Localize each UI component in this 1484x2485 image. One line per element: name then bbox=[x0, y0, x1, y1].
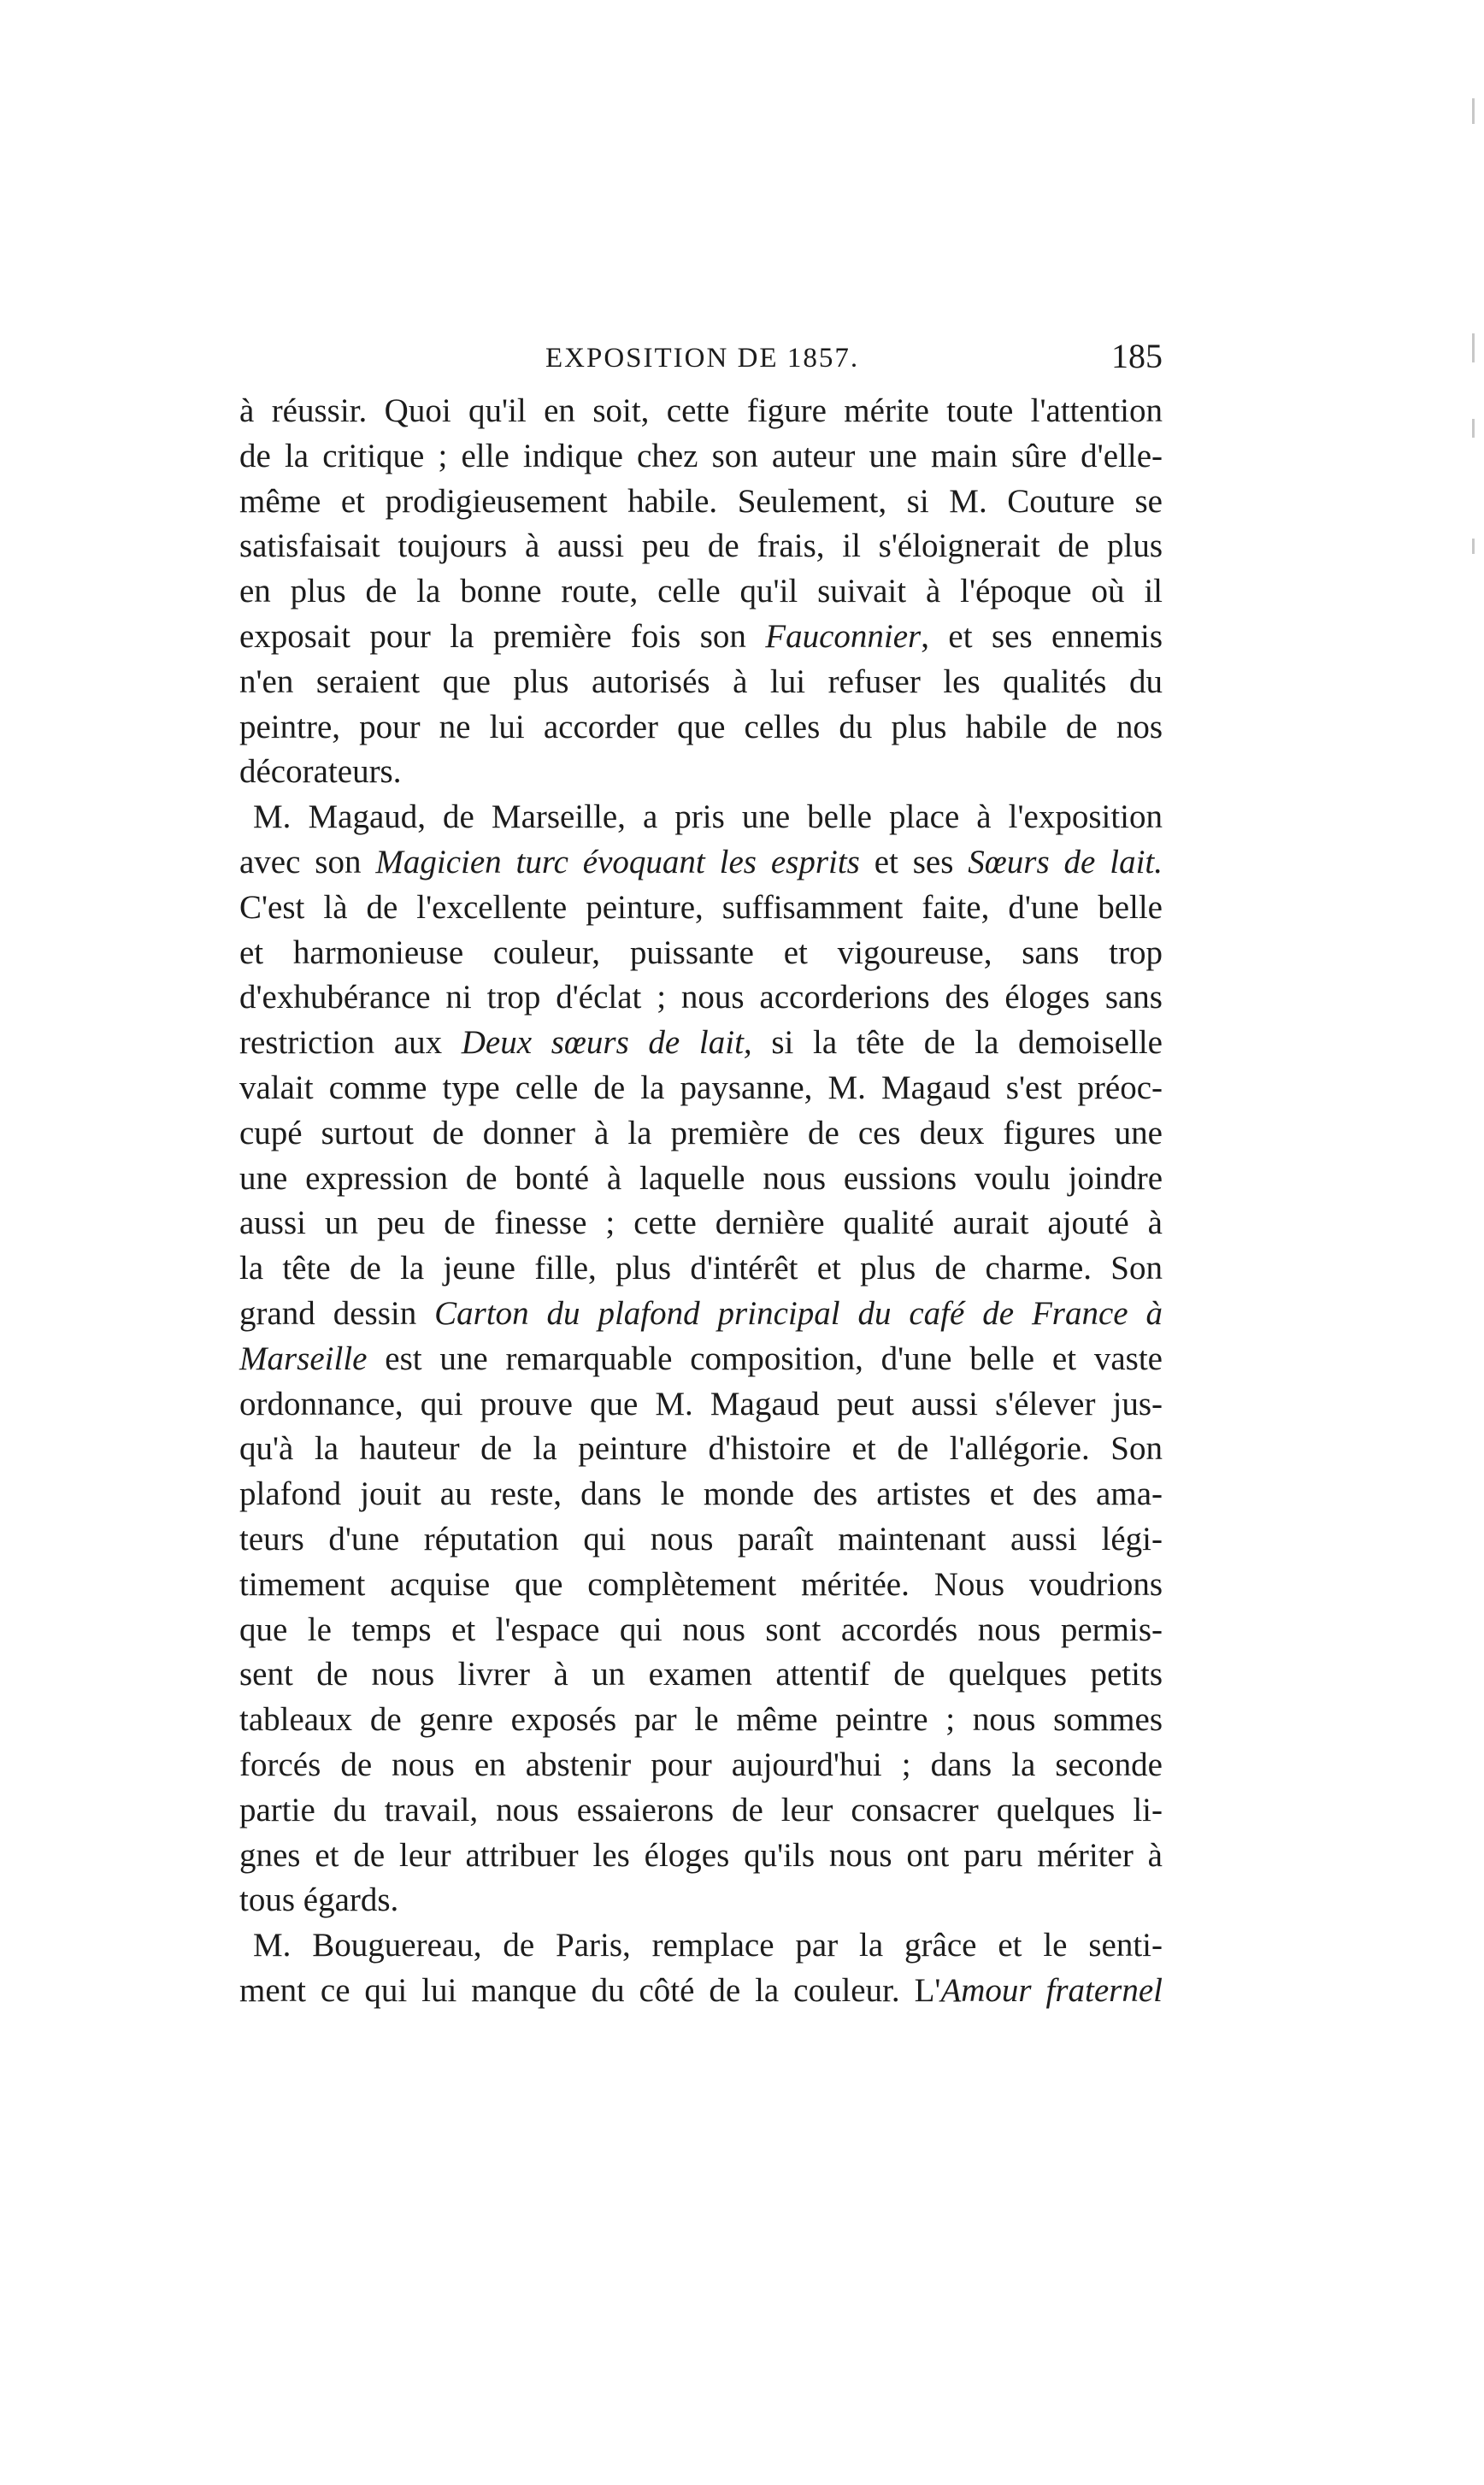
line-text: ordonnance, qui prouve que M. Magaud peut aussi s'élever jus- bbox=[239, 1385, 1163, 1422]
text-line bbox=[239, 1969, 1163, 2014]
line-text: n'en seraient que plus autorisés à lui refuser les qualités du bbox=[239, 662, 1163, 700]
text-line bbox=[239, 1652, 1163, 1698]
scan-edge-mark bbox=[1472, 539, 1475, 554]
line-text: satisfaisait toujours à aussi peu de frais, il s'éloignerait de plus bbox=[239, 527, 1163, 565]
line-text: la tête de la jeune fille, plus d'intérêt et plus de charme. Son bbox=[239, 1250, 1163, 1287]
text-line bbox=[239, 795, 1163, 840]
scan-edge-mark bbox=[1472, 333, 1475, 362]
line-text: grand dessin bbox=[239, 1294, 435, 1332]
line-text: sent de nous livrer à un examen attentif de quelques petits bbox=[239, 1656, 1163, 1693]
line-text: exposait pour la première fois son bbox=[239, 617, 766, 655]
text-line bbox=[239, 1698, 1163, 1743]
text-line bbox=[239, 931, 1163, 976]
text-line bbox=[239, 1563, 1163, 1608]
text-line bbox=[239, 1517, 1163, 1563]
line-text: à réussir. Quoi qu'il en soit, cette figure mérite toute l'attention bbox=[239, 392, 1163, 429]
text-line bbox=[239, 1878, 1163, 1923]
line-text: cupé surtout de donner à la première de ces deux figures une bbox=[239, 1114, 1163, 1151]
text-line bbox=[239, 1788, 1163, 1834]
line-text: qu'à la hauteur de la peinture d'histoire et de l'allégorie. Son bbox=[239, 1430, 1163, 1468]
line-text: M. Magaud, de Marseille, a pris une belle place à l'exposition bbox=[253, 798, 1163, 836]
italic-title-text: Deux sœurs de lait, bbox=[461, 1024, 752, 1062]
running-title: EXPOSITION DE 1857. bbox=[545, 343, 860, 374]
line-text: , et ses ennemis bbox=[921, 617, 1163, 655]
text-line bbox=[239, 660, 1163, 705]
text-line bbox=[239, 1834, 1163, 1879]
line-text: timement acquise que complètement méritée. Nous voudrions bbox=[239, 1565, 1163, 1603]
line-text: et harmonieuse couleur, puissante et vigoureuse, sans trop bbox=[239, 933, 1163, 971]
text-line bbox=[239, 1472, 1163, 1517]
line-text: est une remarquable composition, d'une belle et vaste bbox=[367, 1340, 1163, 1377]
line-text: si la tête de la demoiselle bbox=[751, 1024, 1163, 1062]
text-line bbox=[239, 524, 1163, 569]
line-text: que le temps et l'espace qui nous sont accordés nous permis- bbox=[239, 1611, 1163, 1648]
text-line bbox=[239, 1066, 1163, 1111]
line-text: C'est là de l'excellente peinture, suffisamment faite, d'une belle bbox=[239, 888, 1163, 926]
text-line bbox=[239, 1427, 1163, 1472]
scan-edge-mark bbox=[1472, 98, 1475, 124]
italic-title-text: Carton du plafond principal du café de France à bbox=[434, 1294, 1163, 1332]
line-text: aussi un peu de finesse ; cette dernière qualité aurait ajouté à bbox=[239, 1204, 1163, 1242]
line-text: et ses bbox=[859, 843, 969, 880]
line-text: restriction aux bbox=[239, 1024, 462, 1062]
text-line bbox=[239, 886, 1163, 931]
text-line bbox=[239, 1337, 1163, 1382]
text-line bbox=[239, 1021, 1163, 1066]
line-text: d'exhubérance ni trop d'éclat ; nous accorderions des éloges sans bbox=[239, 979, 1163, 1016]
italic-title-text: Marseille bbox=[239, 1340, 368, 1377]
italic-title-text: Magicien turc évoquant les esprits bbox=[375, 843, 860, 880]
text-line bbox=[239, 840, 1163, 886]
italic-title-text: Amour fraternel bbox=[940, 1971, 1163, 2009]
italic-title-text: Sœurs de lait. bbox=[968, 843, 1163, 880]
running-head bbox=[239, 336, 1163, 380]
line-text: de la critique ; elle indique chez son auteur une main sûre d'elle- bbox=[239, 437, 1163, 474]
text-line bbox=[239, 705, 1163, 751]
line-text: forcés de nous en abstenir pour aujourd'hui ; dans la seconde bbox=[239, 1746, 1163, 1783]
line-text: en plus de la bonne route, celle qu'il suivait à l'époque où il bbox=[239, 573, 1163, 610]
text-line bbox=[239, 569, 1163, 615]
text-line bbox=[239, 975, 1163, 1021]
line-text: tableaux de genre exposés par le même peintre ; nous sommes bbox=[239, 1701, 1163, 1739]
line-text: valait comme type celle de la paysanne, M. Magaud s'est préoc- bbox=[239, 1069, 1163, 1106]
text-line bbox=[239, 1292, 1163, 1337]
line-text: plafond jouit au reste, dans le monde des artistes et des ama- bbox=[239, 1475, 1163, 1513]
text-line bbox=[239, 434, 1163, 480]
body-text bbox=[239, 389, 1163, 2014]
line-text: gnes et de leur attribuer les éloges qu'ils nous ont paru mériter à bbox=[239, 1836, 1163, 1874]
text-line bbox=[239, 1382, 1163, 1428]
text-line bbox=[239, 615, 1163, 660]
line-text: M. Bouguereau, de Paris, remplace par la grâce et le senti- bbox=[253, 1927, 1163, 1964]
text-line bbox=[239, 1743, 1163, 1788]
text-line bbox=[239, 750, 1163, 795]
text-line bbox=[239, 1201, 1163, 1246]
text-line bbox=[239, 1608, 1163, 1653]
line-text: ment ce qui lui manque du côté de la couleur. L' bbox=[239, 1971, 941, 2009]
text-line bbox=[239, 1246, 1163, 1292]
line-text: partie du travail, nous essaierons de leur consacrer quelques li- bbox=[239, 1791, 1163, 1828]
line-text: tous égards. bbox=[239, 1881, 399, 1919]
line-text: peintre, pour ne lui accorder que celles du plus habile de nos bbox=[239, 708, 1163, 745]
italic-title-text: Fauconnier bbox=[765, 617, 922, 655]
text-line bbox=[239, 389, 1163, 434]
page-number: 185 bbox=[1111, 337, 1163, 375]
text-line bbox=[239, 1157, 1163, 1202]
text-line bbox=[239, 1923, 1163, 1969]
text-line bbox=[239, 480, 1163, 525]
line-text: une expression de bonté à laquelle nous eussions voulu joindre bbox=[239, 1159, 1163, 1197]
line-text: décorateurs. bbox=[239, 753, 402, 791]
line-text: même et prodigieusement habile. Seulement, si M. Couture se bbox=[239, 482, 1163, 520]
line-text: avec son bbox=[239, 843, 376, 880]
line-text: teurs d'une réputation qui nous paraît maintenant aussi légi- bbox=[239, 1520, 1163, 1558]
text-line bbox=[239, 1111, 1163, 1157]
scan-edge-mark bbox=[1472, 419, 1475, 438]
